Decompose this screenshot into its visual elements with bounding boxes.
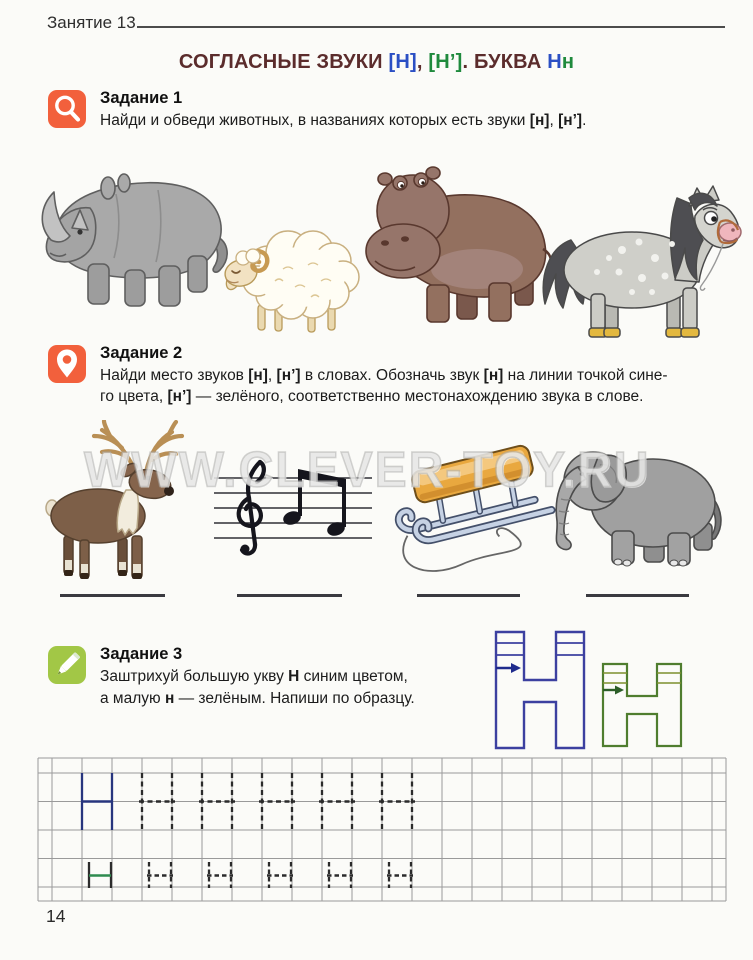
task2-text-line1: Найди место звуков [н], [н’] в словах. Обозначь звук [н] на линии точкой сине- [100, 367, 668, 384]
page-title: СОГЛАСНЫЕ ЗВУКИ [Н], [Н’]. БУКВА Нн [178, 51, 575, 73]
task2-label: Задание 2 [100, 344, 183, 362]
task1-label: Задание 1 [100, 89, 183, 107]
lesson-heading: Занятие 13 [47, 13, 136, 32]
watermark: WWW.CLEVER-TOY.RU [84, 442, 651, 499]
task3-label: Задание 3 [100, 645, 183, 663]
task3-text-line1: Заштрихуй большую укву Н синим цветом, [100, 668, 408, 685]
task3-text-line2: а малую н — зелёным. Напиши по образцу. [100, 690, 415, 707]
task1-text: Найди и обведи животных, в названиях которых есть звуки [н], [н’]. [100, 112, 587, 129]
page-number: 14 [46, 906, 66, 926]
task2-text-line2: го цвета, [н’] — зелёного, соответственно местонахождению звука в слове. [100, 388, 644, 405]
